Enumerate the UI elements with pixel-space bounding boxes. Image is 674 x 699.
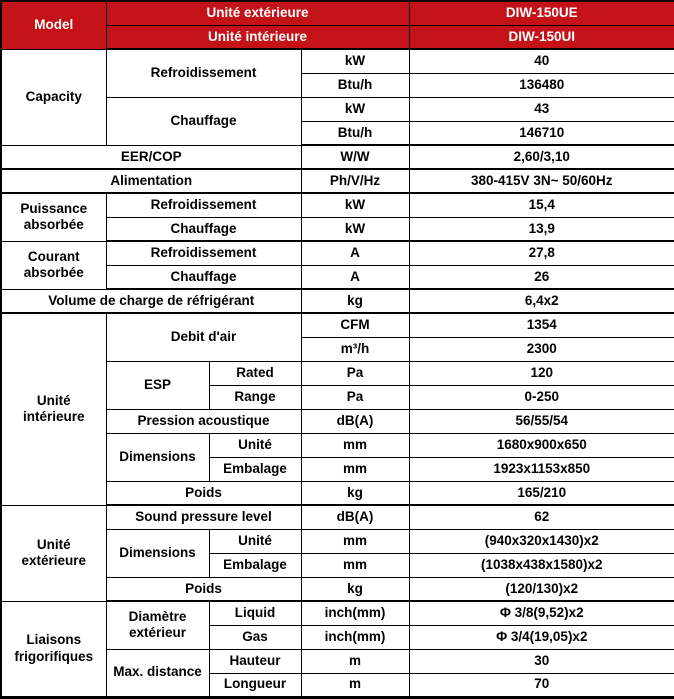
label-cell: Max. distance <box>106 649 209 697</box>
indoor-model: DIW-150UI <box>409 25 674 49</box>
label-cell: Chauffage <box>106 97 301 145</box>
table-row <box>1 313 674 337</box>
value-cell: 15,4 <box>409 193 674 217</box>
table-row <box>1 1 674 25</box>
label-cell: Poids <box>106 481 301 505</box>
value-cell: 2300 <box>409 337 674 361</box>
section-label: Unité intérieure <box>1 313 106 505</box>
value-cell: 0-250 <box>409 385 674 409</box>
label-cell: Embalage <box>209 553 301 577</box>
label-cell: Range <box>209 385 301 409</box>
label-cell: Refroidissement <box>106 193 301 217</box>
unit-cell: m³/h <box>301 337 409 361</box>
unit-cell: kg <box>301 577 409 601</box>
unit-cell: Pa <box>301 361 409 385</box>
label-cell: Sound pressure level <box>106 505 301 529</box>
label-cell: Poids <box>106 577 301 601</box>
unit-cell: dB(A) <box>301 409 409 433</box>
value-cell: 165/210 <box>409 481 674 505</box>
value-cell: 136480 <box>409 73 674 97</box>
value-cell: 40 <box>409 49 674 73</box>
unit-cell: Btu/h <box>301 73 409 97</box>
unit-cell: dB(A) <box>301 505 409 529</box>
value-cell: (940x320x1430)x2 <box>409 529 674 553</box>
section-label: Capacity <box>1 49 106 145</box>
table-row <box>1 505 674 529</box>
label-cell: Unité <box>209 529 301 553</box>
label-cell: Dimensions <box>106 433 209 481</box>
value-cell: 120 <box>409 361 674 385</box>
unit-cell: inch(mm) <box>301 625 409 649</box>
unit-cell: kW <box>301 193 409 217</box>
value-cell: Φ 3/8(9,52)x2 <box>409 601 674 625</box>
label-cell: Chauffage <box>106 265 301 289</box>
value-cell: 43 <box>409 97 674 121</box>
value-cell: 2,60/3,10 <box>409 145 674 169</box>
unit-cell: kW <box>301 97 409 121</box>
section-label: Unité extérieure <box>1 505 106 601</box>
unit-cell: A <box>301 265 409 289</box>
value-cell: 27,8 <box>409 241 674 265</box>
unit-cell: inch(mm) <box>301 601 409 625</box>
value-cell: (1038x438x1580)x2 <box>409 553 674 577</box>
label-cell: Diamètre extérieur <box>106 601 209 649</box>
value-cell: 146710 <box>409 121 674 145</box>
label-cell: Unité <box>209 433 301 457</box>
value-cell: 70 <box>409 673 674 697</box>
table-row <box>1 193 674 217</box>
table-row <box>1 145 674 169</box>
unit-cell: mm <box>301 529 409 553</box>
value-cell: Φ 3/4(19,05)x2 <box>409 625 674 649</box>
unit-cell: Pa <box>301 385 409 409</box>
label-cell: Refroidissement <box>106 49 301 97</box>
label-cell: Alimentation <box>1 169 301 193</box>
value-cell: 1923x1153x850 <box>409 457 674 481</box>
label-cell: Embalage <box>209 457 301 481</box>
table-row <box>1 601 674 625</box>
label-cell: ESP <box>106 361 209 409</box>
value-cell: 1354 <box>409 313 674 337</box>
unit-cell: A <box>301 241 409 265</box>
value-cell: 6,4x2 <box>409 289 674 313</box>
label-cell: Longueur <box>209 673 301 697</box>
label-cell: EER/COP <box>1 145 301 169</box>
unit-cell: mm <box>301 457 409 481</box>
unit-cell: W/W <box>301 145 409 169</box>
label-cell: Gas <box>209 625 301 649</box>
table-row <box>1 289 674 313</box>
section-label: Puissance absorbée <box>1 193 106 241</box>
label-cell: Rated <box>209 361 301 385</box>
value-cell: 62 <box>409 505 674 529</box>
section-label: Courant absorbée <box>1 241 106 289</box>
unit-cell: CFM <box>301 313 409 337</box>
label-cell: Volume de charge de réfrigérant <box>1 289 301 313</box>
value-cell: 380-415V 3N~ 50/60Hz <box>409 169 674 193</box>
unit-cell: m <box>301 649 409 673</box>
label-cell: Pression acoustique <box>106 409 301 433</box>
label-cell: Refroidissement <box>106 241 301 265</box>
label-cell: Dimensions <box>106 529 209 577</box>
outdoor-model: DIW-150UE <box>409 1 674 25</box>
model-header: Model <box>1 1 106 49</box>
unit-cell: m <box>301 673 409 697</box>
label-cell: Liquid <box>209 601 301 625</box>
value-cell: 13,9 <box>409 217 674 241</box>
unit-cell: Ph/V/Hz <box>301 169 409 193</box>
unit-cell: kg <box>301 289 409 313</box>
value-cell: 56/55/54 <box>409 409 674 433</box>
value-cell: 30 <box>409 649 674 673</box>
table-row <box>1 169 674 193</box>
table-row <box>1 49 674 73</box>
unit-cell: Btu/h <box>301 121 409 145</box>
outdoor-unit-header: Unité extérieure <box>106 1 409 25</box>
indoor-unit-header: Unité intérieure <box>106 25 409 49</box>
label-cell: Hauteur <box>209 649 301 673</box>
unit-cell: kg <box>301 481 409 505</box>
section-label: Liaisons frigorifiques <box>1 601 106 697</box>
unit-cell: mm <box>301 553 409 577</box>
label-cell: Chauffage <box>106 217 301 241</box>
value-cell: 1680x900x650 <box>409 433 674 457</box>
unit-cell: mm <box>301 433 409 457</box>
value-cell: (120/130)x2 <box>409 577 674 601</box>
unit-cell: kW <box>301 49 409 73</box>
unit-cell: kW <box>301 217 409 241</box>
table-row <box>1 241 674 265</box>
label-cell: Debit d'air <box>106 313 301 361</box>
value-cell: 26 <box>409 265 674 289</box>
